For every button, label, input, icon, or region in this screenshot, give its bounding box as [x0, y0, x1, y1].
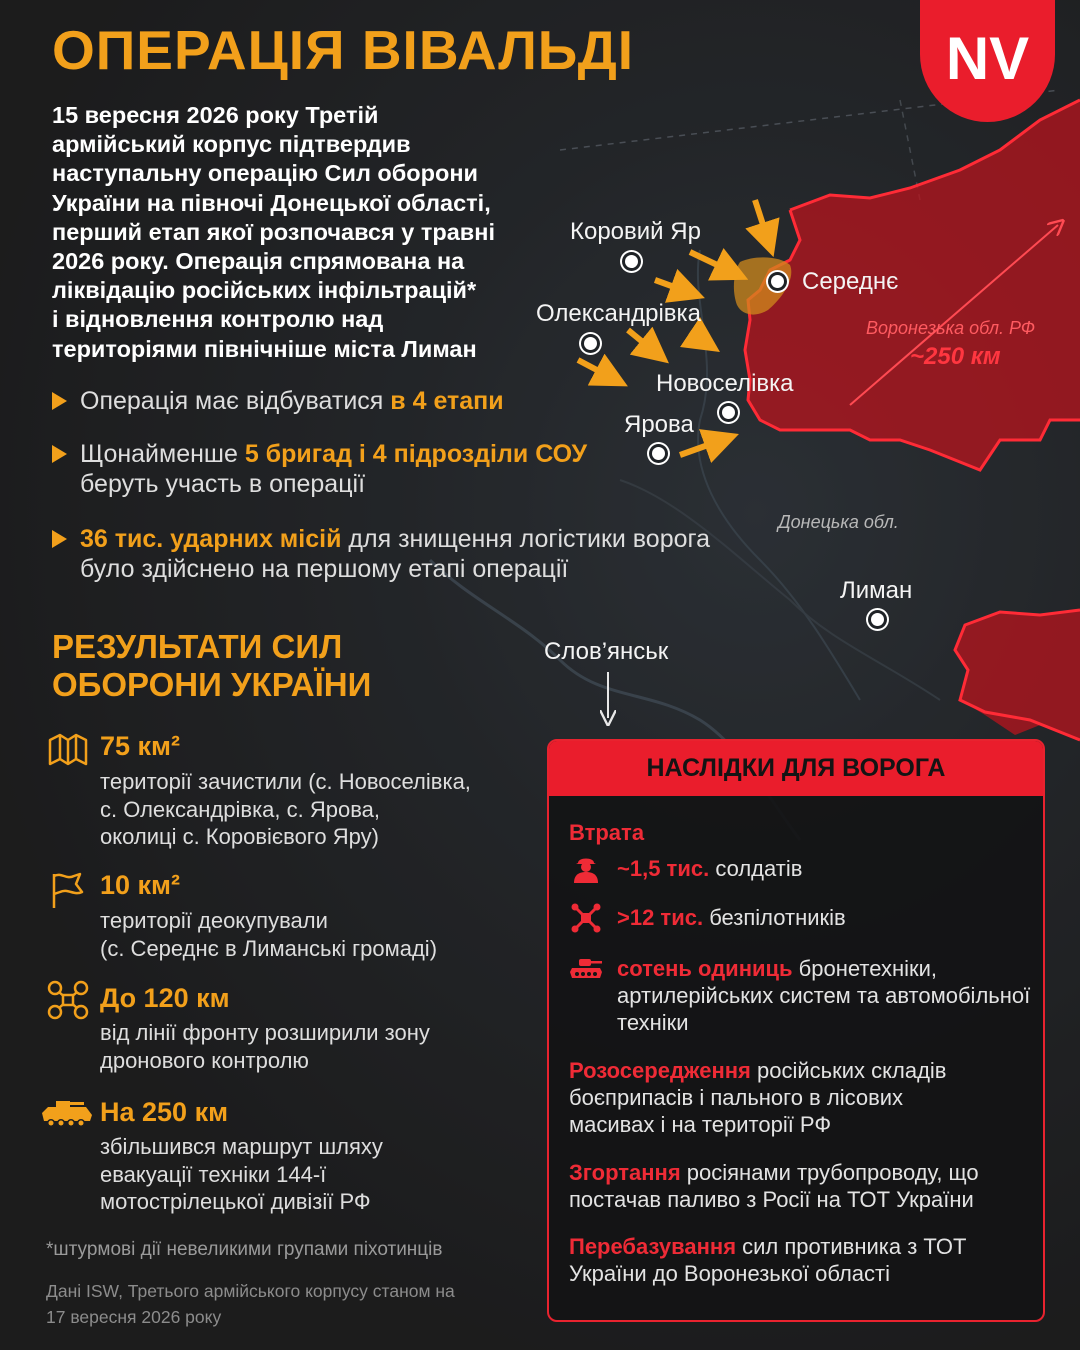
source-line: Дані ISW, Третього армійського корпусу станом на — [46, 1281, 455, 1301]
result-value: 10 км² — [100, 870, 181, 900]
result-desc-line: околиці с. Коровієвого Яру) — [100, 824, 379, 849]
result-desc-line: території зачистили (с. Новоселівка, — [100, 769, 471, 794]
region-label-ua: Донецька обл. — [778, 512, 899, 532]
place-label: Ярова — [624, 411, 694, 438]
town-dot — [652, 447, 665, 460]
effect-highlight: Розосередження — [569, 1058, 751, 1083]
bullet-item — [52, 386, 504, 416]
intro-line: України на півночі Донецької області, — [52, 189, 491, 216]
intro-line: перший етап якої розпочався у травні — [52, 218, 495, 245]
effect-item — [569, 1057, 947, 1138]
result-desc-line: дронового контролю — [100, 1047, 309, 1073]
flag-icon — [46, 870, 90, 910]
effect-text-line: України до Воронезької області — [569, 1261, 890, 1286]
town-dot — [625, 255, 638, 268]
result-value: 75 км² — [100, 731, 181, 761]
intro-line: і відновлення контролю над — [52, 306, 384, 333]
drone-off-icon — [569, 903, 603, 933]
result-description — [100, 907, 437, 962]
intro-line: наступальну операцію Сил оборони — [52, 160, 478, 187]
bullet-text: Операція має відбуватися — [80, 387, 391, 415]
result-description — [100, 768, 471, 851]
loss-text: солдатів — [709, 856, 803, 881]
result-desc-line: с. Олександрівка, с. Ярова, — [100, 796, 381, 822]
results-title-line: ОБОРОНИ УКРАЇНИ — [52, 666, 372, 703]
place-label: Коровий Яр — [570, 218, 701, 245]
effect-text-line: постачав паливо з Росії на ТОТ України — [569, 1187, 974, 1212]
results-title-line: РЕЗУЛЬТАТИ СИЛ — [52, 628, 343, 665]
result-description — [100, 1019, 430, 1074]
loss-text-line: артилерійських систем та автомобільної — [617, 983, 1031, 1008]
page-title: ОПЕРАЦІЯ ВІВАЛЬДІ — [52, 19, 635, 81]
bullet-triangle-icon — [52, 392, 67, 410]
loss-value: сотень одиниць — [617, 956, 793, 981]
loss-value: ~1,5 тис. — [617, 856, 710, 881]
result-desc-line: від лінії фронту розширили зону — [100, 1020, 430, 1045]
result-desc-line: евакуації техніки 144-ї — [100, 1161, 327, 1187]
intro-line: 2026 року. Операція спрямована на — [52, 248, 465, 275]
bullet-highlight: 36 тис. ударних місій — [80, 525, 342, 553]
effect-text: росіянами трубопроводу, що — [680, 1160, 979, 1185]
town-dot — [584, 337, 597, 350]
loss-text-line: техніки — [617, 1010, 689, 1035]
loss-item — [617, 904, 846, 931]
loss-value: >12 тис. — [617, 905, 704, 930]
region-label-ru: Воронезька обл. РФ — [866, 318, 1036, 338]
effect-text-line: боєприпасів і пального в лісових — [569, 1085, 904, 1110]
bullet-item — [52, 524, 710, 584]
tank-icon — [569, 953, 603, 983]
result-desc-line: території деокупували — [100, 908, 328, 933]
result-value: На 250 км — [100, 1097, 229, 1127]
town-dot — [871, 613, 884, 626]
effect-highlight: Згортання — [569, 1160, 681, 1185]
bullet-text-line2: було здійснено на першому етапі операції — [80, 555, 569, 583]
soldier-icon — [569, 853, 603, 883]
place-label: Лиман — [840, 577, 913, 604]
distance-label: ~250 км — [910, 343, 1001, 370]
drone-icon — [46, 980, 90, 1020]
effect-text-line: масивах і на території РФ — [569, 1112, 832, 1137]
bullet-text: Щонайменше — [80, 440, 245, 468]
panel-header: НАСЛІДКИ ДЛЯ ВОРОГА — [549, 741, 1043, 796]
result-desc-line: мотострілецької дивізії РФ — [100, 1189, 371, 1214]
loss-item — [617, 955, 1030, 1036]
apc-icon — [40, 1093, 94, 1133]
loss-label: Втрата — [569, 820, 645, 845]
bullet-highlight: 5 бригад і 4 підрозділи СОУ — [244, 440, 588, 468]
intro-text — [52, 101, 542, 364]
map-icon — [46, 730, 90, 770]
place-label: Середнє — [802, 268, 899, 295]
bullet-triangle-icon — [52, 530, 67, 548]
effect-item — [569, 1233, 966, 1287]
loss-item — [617, 855, 802, 882]
loss-text: бронетехніки, — [792, 956, 938, 981]
logo-text: NV — [945, 25, 1030, 92]
place-label: Новоселівка — [656, 370, 794, 397]
town-dot — [722, 406, 735, 419]
bullet-highlight: в 4 етапи — [390, 387, 504, 415]
bullet-text: для знищення логістики ворога — [341, 525, 710, 553]
source-line: 17 вересня 2026 року — [46, 1307, 222, 1327]
loss-text: безпілотників — [703, 905, 846, 930]
place-label: Слов’янськ — [544, 638, 669, 665]
effect-text: сил противника з ТОТ — [736, 1234, 967, 1259]
effect-text: російських складів — [750, 1058, 947, 1083]
intro-line: 15 вересня 2026 року Третій — [52, 102, 379, 128]
result-desc-line: збільшився маршрут шляху — [100, 1134, 383, 1159]
intro-line: територіями північніше міста Лиман — [52, 335, 477, 362]
intro-line: армійський корпус підтвердив — [52, 131, 411, 158]
intro-line: ліквідацію російських інфільтрацій* — [52, 277, 477, 304]
place-label: Олександрівка — [536, 300, 701, 327]
source-note — [46, 1278, 455, 1330]
footnote: *штурмові дії невеликими групами піхотинців — [46, 1239, 443, 1260]
bullet-item — [52, 439, 587, 499]
effect-highlight: Перебазування — [569, 1234, 737, 1259]
effect-item — [569, 1159, 979, 1213]
town-dot — [771, 275, 784, 288]
results-title — [52, 628, 371, 704]
enemy-consequences-panel — [547, 739, 1045, 1322]
result-value: До 120 км — [100, 983, 230, 1013]
result-desc-line: (с. Середнє в Лиманські громаді) — [100, 935, 438, 961]
bullet-triangle-icon — [52, 445, 67, 463]
bullet-text-line2: беруть участь в операції — [80, 470, 366, 498]
result-description — [100, 1133, 383, 1216]
